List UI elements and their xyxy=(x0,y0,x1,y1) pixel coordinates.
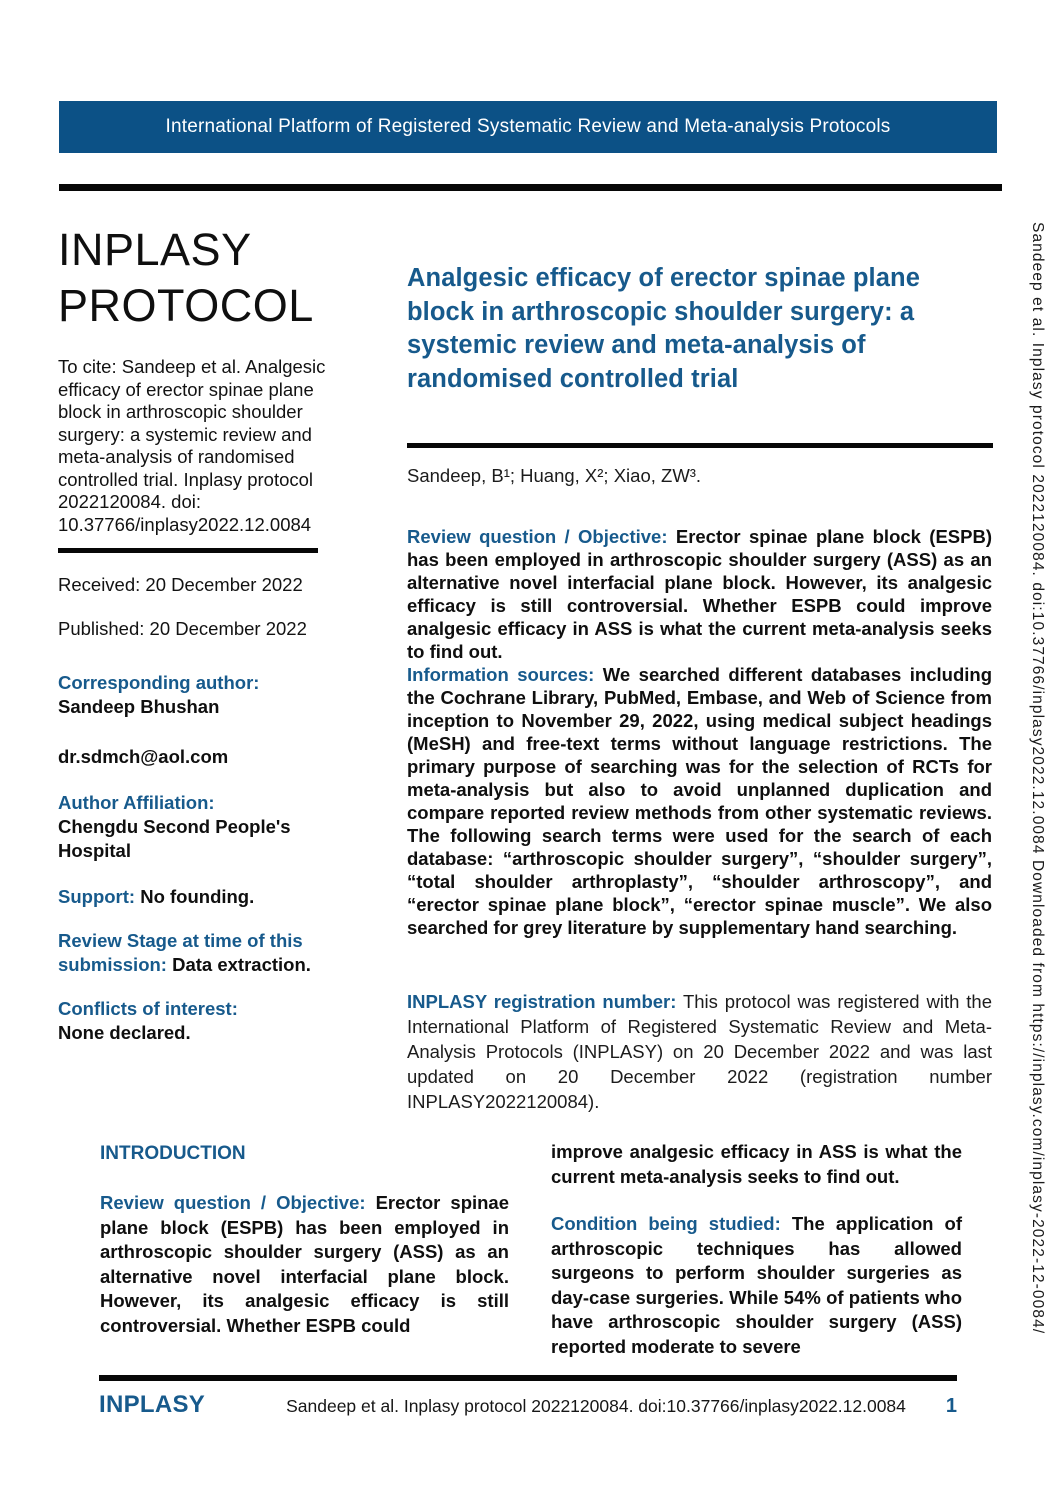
footer-citation: Sandeep et al. Inplasy protocol 2022120084. doi:10.37766/inplasy2022.12.0084 xyxy=(286,1396,906,1416)
introduction-column-2 xyxy=(551,1140,962,1359)
conflicts-label: Conflicts of interest: xyxy=(58,998,238,1019)
authors-line: Sandeep, B¹; Huang, X²; Xiao, ZW³. xyxy=(407,465,702,486)
introduction-review-question-label: Review question / Objective: xyxy=(100,1192,366,1213)
affiliation-value: Chengdu Second People's Hospital xyxy=(58,816,291,861)
registration-label: INPLASY registration number: xyxy=(407,991,677,1012)
introduction-heading: INTRODUCTION xyxy=(100,1143,246,1164)
condition-label: Condition being studied: xyxy=(551,1213,781,1234)
information-sources-text: We searched different databases including the Cochrane Library, PubMed, Embase, and Web of Science from inception to November 29, 2022, using medical subject headings (MeSH) and free-text terms without language restrictions. The primary purpose of searching was for the selection of RCTs for meta-analysis but also to avoid unplanned duplication and compare reported review methods from other systematic reviews. The following search terms were used for the search of each database: “arthroscopic shoulder surgery”, “shoulder surgery”, “total shoulder arthroplasty”, “shoulder arthroscopy”, and “erector spinae plane block”, “erector spinae muscle”. We also searched for grey literature by supplementary hand searching. xyxy=(407,664,993,938)
received-date: Received: 20 December 2022 xyxy=(58,574,303,595)
review-stage-value: Data extraction. xyxy=(172,954,311,975)
introduction-review-question xyxy=(100,1191,509,1338)
article-column xyxy=(407,262,992,1114)
platform-banner xyxy=(59,101,997,153)
conflicts-value: None declared. xyxy=(58,1022,191,1043)
conflicts-block xyxy=(58,997,332,1045)
condition-text: The application of arthroscopic techniques has allowed surgeons to perform shoulder surgeries as day-case surgeries. While 54% of patients who have arthroscopic shoulder surgery (ASS) reported moderate to severe xyxy=(551,1213,963,1357)
sidebar-download-note: Sandeep et al. Inplasy protocol 2022120084. doi:10.37766/inplasy2022.12.0084 Downloaded from https://inplasy.com/inplasy-2022-12-0084/ xyxy=(1029,222,1046,1335)
review-question-paragraph xyxy=(407,525,992,663)
affiliation-block xyxy=(58,791,332,863)
review-stage-block xyxy=(58,929,332,977)
footer-divider xyxy=(99,1375,957,1381)
article-title: Analgesic efficacy of erector spinae plane block in arthroscopic shoulder surgery: a systemic review and meta-analysis of randomised controlled trial xyxy=(407,264,920,393)
support-label: Support: xyxy=(58,886,136,907)
introduction-column-1 xyxy=(100,1143,509,1338)
title-divider xyxy=(407,443,993,448)
support-block xyxy=(58,885,332,909)
introduction-continuation: improve analgesic efficacy in ASS is what the current meta-analysis seeks to find out. xyxy=(551,1141,962,1187)
information-sources-label: Information sources: xyxy=(407,664,595,685)
affiliation-label: Author Affiliation: xyxy=(58,792,215,813)
page-number: 1 xyxy=(945,1395,957,1417)
review-question-label: Review question / Objective: xyxy=(407,526,668,547)
page-footer xyxy=(99,1391,957,1419)
masthead-line1: INPLASY xyxy=(58,224,252,275)
left-metadata-column xyxy=(58,222,332,1045)
corresponding-author-block xyxy=(58,671,332,719)
platform-banner-text: International Platform of Registered Systematic Review and Meta-analysis Protocols xyxy=(165,116,891,137)
masthead-title xyxy=(58,222,332,334)
registration-text: This protocol was registered with the International Platform of Registered Systematic Review and Meta-Analysis Protocols (INPLASY) on 20 December 2022 and was last updated on 20 December 2022 (registration number INPLASY2022120084). xyxy=(407,991,992,1112)
registration-paragraph xyxy=(407,989,992,1114)
introduction-review-question-text: Erector spinae plane block (ESPB) has been employed in arthroscopic shoulder surgery (ASS) as an alternative novel interfacial plane block. However, its analgesic efficacy is still controversial. Whether ESPB could xyxy=(100,1192,510,1336)
condition-being-studied xyxy=(551,1212,962,1359)
corresponding-author-label: Corresponding author: xyxy=(58,672,260,693)
email-block xyxy=(58,745,332,769)
left-column-divider xyxy=(58,548,318,553)
review-stage-label: Review Stage at time of this submission: xyxy=(58,930,303,975)
masthead-line2: PROTOCOL xyxy=(58,280,314,331)
published-date: Published: 20 December 2022 xyxy=(58,618,307,639)
corresponding-author-name: Sandeep Bhushan xyxy=(58,696,220,717)
footer-brand: INPLASY xyxy=(99,1391,206,1418)
citation-note: To cite: Sandeep et al. Analgesic efficacy of erector spinae plane block in arthroscopic shoulder surgery: a systemic review and meta-analysis of randomised controlled trial. Inplasy protocol 2022120084. doi: 10.37766/inplasy2022.12.0084 xyxy=(58,356,326,535)
author-email: dr.sdmch@aol.com xyxy=(58,746,229,767)
information-sources-paragraph xyxy=(407,663,992,939)
top-divider xyxy=(59,184,1002,191)
support-value: No founding. xyxy=(140,886,255,907)
review-question-text: Erector spinae plane block (ESPB) has been employed in arthroscopic shoulder surgery (ASS) as an alternative novel interfacial plane block. However, its analgesic efficacy is still controversial. Whether ESPB could improve analgesic efficacy in ASS is what the current meta-analysis seeks to find out. xyxy=(407,526,993,662)
